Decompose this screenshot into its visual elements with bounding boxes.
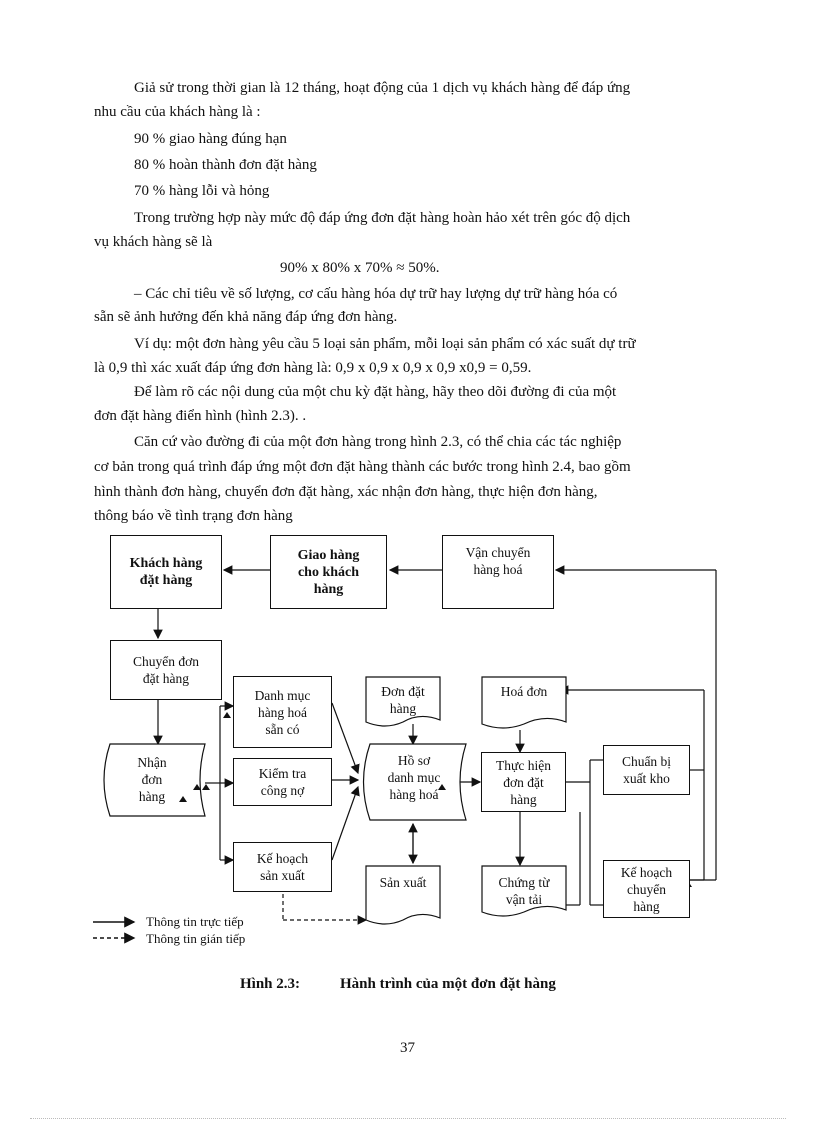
node-label: Giao hàng [297, 547, 360, 563]
node-label: Đơn đặt [381, 684, 425, 699]
node-label: Hoá đơn [500, 684, 548, 699]
paragraph-line: là 0,9 thì xác xuất đáp ứng đơn hàng là: 0,9 x 0,9 x 0,9 x 0,9 x0,9 = 0,59. [94, 360, 532, 376]
node-label: hàng [313, 581, 344, 597]
node-label: đơn [141, 772, 163, 787]
paragraph-line: Để làm rõ các nội dung của một chu kỳ đặt hàng, hãy theo dõi đường đi của một [134, 384, 617, 400]
legend-direct: Thông tin trực tiếp [146, 914, 244, 929]
paragraph-line: hình thành đơn hàng, chuyển đơn đặt hàng, xác nhận đơn hàng, thực hiện đơn hàng, [94, 484, 598, 500]
list-item: 80 % hoàn thành đơn đặt hàng [134, 157, 317, 173]
node-label: Nhận [137, 755, 167, 770]
node-label: chuyển [627, 881, 666, 897]
node-chuyen-don [110, 640, 222, 700]
node-label: đơn đặt [503, 774, 544, 790]
page-number: 37 [400, 1040, 415, 1056]
node-label: hàng [510, 791, 537, 807]
node-label: Kế hoạch [256, 851, 309, 866]
node-label: Kiểm tra [258, 766, 307, 781]
node-kiem-tra [233, 758, 332, 806]
node-label: Chuẩn bị [621, 754, 672, 769]
node-label: đặt hàng [142, 671, 190, 686]
node-giao-hang [270, 535, 387, 609]
node-label: hàng hoá [257, 704, 308, 720]
node-san-xuat [366, 874, 440, 891]
node-label: Kế hoạch [620, 864, 673, 880]
figure-caption-title: Hành trình của một đơn đặt hàng [340, 976, 556, 992]
paragraph-line: thông báo về tình trạng đơn hàng [94, 508, 293, 524]
node-ho-so [372, 752, 456, 803]
node-label: Chuyển đơn [132, 654, 199, 669]
node-label: đặt hàng [139, 573, 193, 588]
node-label: Thực hiện [496, 757, 551, 773]
node-label: Chứng từ [498, 875, 550, 890]
paragraph-line: vụ khách hàng sẽ là [94, 234, 213, 250]
paragraph-line: Trong trường hợp này mức độ đáp ứng đơn đặt hàng hoàn hảo xét trên góc độ dịch [134, 210, 631, 226]
footer-divider [30, 1118, 786, 1119]
paragraph-line: Ví dụ: một đơn hàng yêu cầu 5 loại sản phẩm, mỗi loại sản phẩm có xác suất dự trữ [134, 336, 636, 352]
node-label: danh mục [387, 770, 441, 785]
node-label: Hồ sơ [397, 753, 431, 768]
paragraph-line: Giả sử trong thời gian là 12 tháng, hoạt động của 1 dịch vụ khách hàng để đáp ứng [134, 80, 631, 96]
node-label: hàng hoá [473, 562, 523, 577]
formula: 90% x 80% x 70% ≈ 50%. [280, 260, 440, 276]
node-danh-muc [233, 676, 332, 748]
node-chung-tu [482, 874, 566, 908]
node-label: cho khách [297, 564, 360, 580]
node-label: sản xuất [260, 868, 305, 883]
list-item: 90 % giao hàng đúng hạn [134, 131, 287, 147]
node-label: Danh mục [254, 687, 311, 703]
node-nhan-don [116, 754, 188, 805]
node-label: hàng [389, 701, 417, 716]
node-ke-hoach-chuyen-hang [603, 860, 690, 918]
list-item: 70 % hàng lỗi và hỏng [134, 183, 270, 199]
node-label: vận tải [505, 892, 543, 907]
paragraph-line: nhu cầu của khách hàng là : [94, 104, 261, 120]
paragraph-line: – Các chỉ tiêu về số lượng, cơ cấu hàng hóa dự trữ hay lượng dự trữ hàng hóa có [134, 286, 618, 302]
paragraph-line: Căn cứ vào đường đi của một đơn hàng trong hình 2.3, có thể chia các tác nghiệp [134, 434, 622, 450]
node-label: hàng hoá [389, 787, 439, 802]
legend-indirect: Thông tin gián tiếp [146, 931, 246, 946]
figure-caption-label: Hình 2.3: [240, 976, 301, 992]
node-label: Khách hàng [129, 556, 203, 571]
node-label: hàng [138, 789, 166, 804]
node-thuc-hien [481, 752, 566, 812]
node-label: sẵn có [265, 721, 300, 737]
node-chuan-bi [603, 745, 690, 795]
node-label: Vận chuyển [465, 545, 531, 560]
node-hoa-don [482, 683, 566, 700]
node-van-chuyen [442, 535, 554, 609]
paragraph-line: cơ bản trong quá trình đáp ứng một đơn đặt hàng thành các bước trong hình 2.4, bao gồm [94, 459, 631, 475]
paragraph-line: sẵn sẽ ảnh hưởng đến khả năng đáp ứng đơn hàng. [94, 309, 398, 325]
node-label: xuất kho [623, 771, 670, 786]
node-khach-hang [110, 535, 222, 609]
node-label: hàng [633, 898, 660, 914]
node-label: công nợ [260, 783, 305, 798]
node-don-dat-hang [366, 683, 440, 717]
node-label: Sản xuất [379, 875, 427, 890]
paragraph-line: đơn đặt hàng điển hình (hình 2.3). . [94, 408, 307, 424]
node-ke-hoach-san-xuat [233, 842, 332, 892]
